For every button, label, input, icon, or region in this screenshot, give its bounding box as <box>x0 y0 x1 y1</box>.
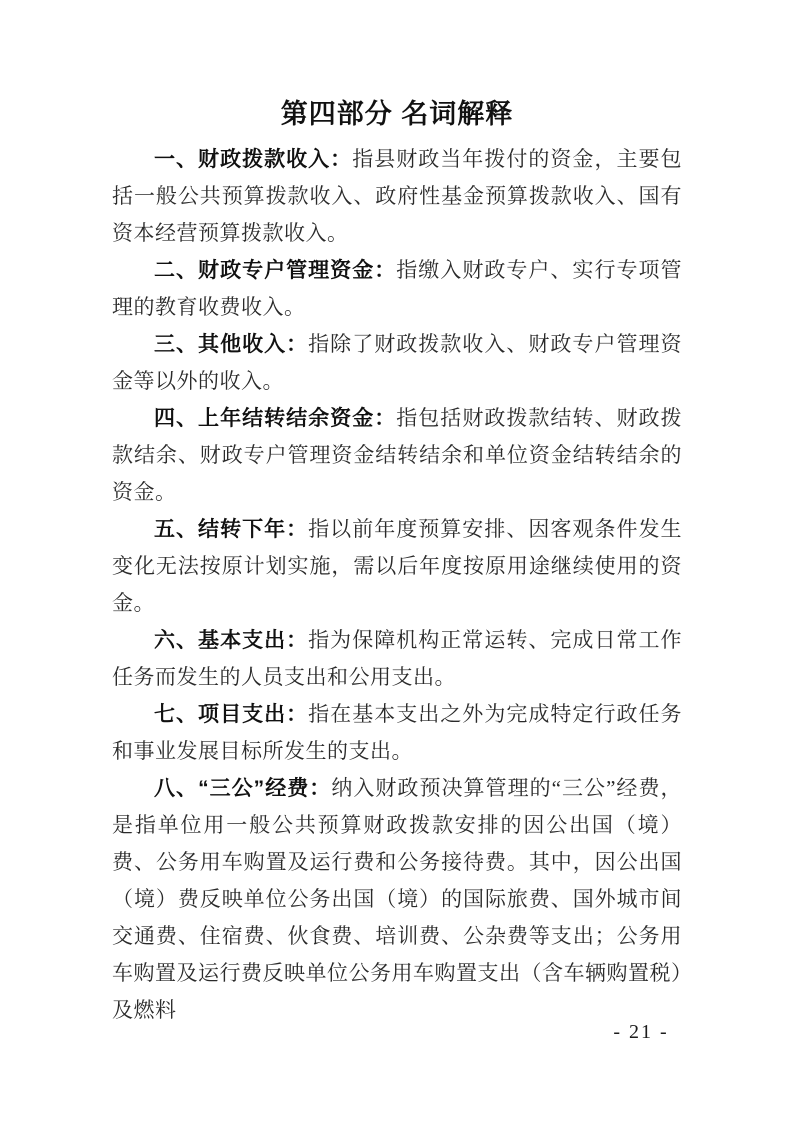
definitions-list <box>112 141 682 1029</box>
definition-paragraph <box>112 326 682 400</box>
term-label: 一、财政拨款收入： <box>154 148 353 171</box>
term-definition: 指包括财政拨款结转、财政拨款结余、财政专户管理资金结转结余和单位资金结转结余的资金。 <box>112 406 683 504</box>
term-definition: 指县财政当年拨付的资金，主要包括一般公共预算拨款收入、政府性基金预算拨款收入、国有资本经营预算拨款收入。 <box>112 147 683 245</box>
page-number: - 21 - <box>613 1021 669 1043</box>
term-label: 七、项目支出： <box>154 703 309 726</box>
term-definition: 指缴入财政专户、实行专项管理的教育收费收入。 <box>112 258 683 319</box>
definition-paragraph <box>112 400 682 511</box>
definition-paragraph <box>112 141 682 252</box>
page-title: 第四部分 名词解释 <box>280 99 514 129</box>
term-definition: 指除了财政拨款收入、财政专户管理资金等以外的收入。 <box>112 332 683 393</box>
term-label: 四、上年结转结余资金： <box>154 407 397 430</box>
term-definition: 纳入财政预决算管理的“三公”经费，是指单位用一般公共预算财政拨款安排的因公出国（境）费、公务用车购置及运行费和公务接待费。其中，因公出国（境）费反映单位公务出国（境）的国际旅费、国外城市间交通费、住宿费、伙食费、培训费、公杂费等支出；公务用车购置及运行费反映单位公务用车购置支出（含车辆购置税）及燃料 <box>112 776 683 1022</box>
definition-paragraph <box>112 252 682 326</box>
term-definition: 指以前年度预算安排、因客观条件发生变化无法按原计划实施，需以后年度按原用途继续使用的资金。 <box>112 517 683 615</box>
definition-paragraph <box>112 770 682 1029</box>
term-definition: 指为保障机构正常运转、完成日常工作任务而发生的人员支出和公用支出。 <box>112 628 683 689</box>
definition-paragraph <box>112 622 682 696</box>
term-label: 五、结转下年： <box>154 518 309 541</box>
term-label: 六、基本支出： <box>154 629 309 652</box>
definition-paragraph <box>112 511 682 622</box>
term-label: 八、“三公”经费： <box>154 777 332 800</box>
term-definition: 指在基本支出之外为完成特定行政任务和事业发展目标所发生的支出。 <box>112 702 683 763</box>
term-label: 二、财政专户管理资金： <box>154 259 397 282</box>
term-label: 三、其他收入： <box>154 333 309 356</box>
definition-paragraph <box>112 696 682 770</box>
